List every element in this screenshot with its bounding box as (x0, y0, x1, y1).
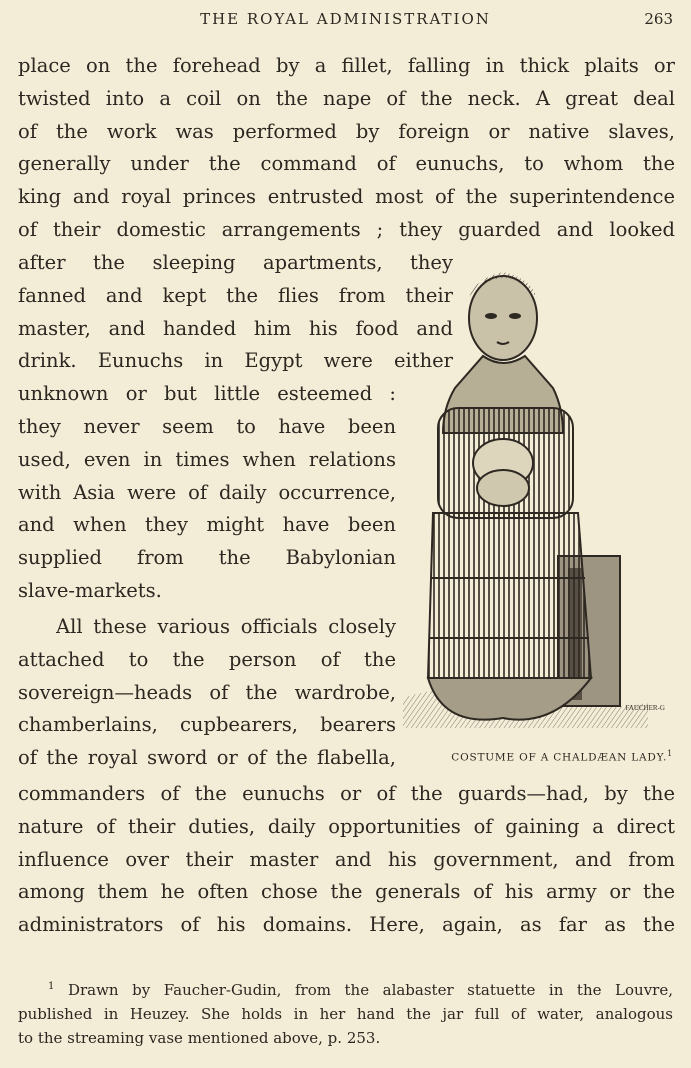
text-line: All these various officials closely (56, 615, 396, 638)
text-line: fanned and kept the flies from their (18, 283, 453, 307)
text-line: and when they might have been (18, 513, 396, 537)
text-line: of their domestic arrangements ; they guarded and looked (18, 217, 675, 241)
text-line: of the royal sword or of the flabella, (18, 746, 396, 770)
text-line: king and royal princes entrusted most of the superintendence (18, 185, 675, 209)
page-header (18, 10, 673, 32)
text-line: administrators of his domains. Here, again, as far as the (18, 913, 675, 937)
body-text-bottom (18, 778, 675, 942)
caption-note-marker: 1 (667, 749, 673, 758)
statuette-illustration (403, 258, 673, 738)
text-line: master, and handed him his food and (18, 316, 453, 340)
text-line: generally under the command of eunuchs, to whom the (18, 152, 675, 176)
text-line: after the sleeping apartments, they (18, 251, 453, 274)
text-line: nature of their duties, daily opportunities of gaining a direct (18, 814, 675, 838)
footnote (18, 975, 673, 1050)
paragraph-officials (18, 611, 396, 775)
footnote-line: to the streaming vase mentioned above, p. 253. (18, 1029, 381, 1047)
body-text-wrapped (18, 247, 453, 608)
text-line: influence over their master and his government, and from (18, 847, 675, 871)
footnote-line (18, 975, 673, 1002)
text-line: drink. Eunuchs in Egypt were either (18, 349, 453, 373)
body-text-top (18, 50, 675, 247)
text-line: of the work was performed by foreign or native slaves, (18, 119, 675, 143)
figure-caption (403, 749, 673, 764)
text-line: with Asia were of daily occurrence, (18, 480, 396, 504)
footnote-line: published in Heuzey. She holds in her hand the jar full of water, analogous (18, 1005, 673, 1023)
text-line: commanders of the eunuchs or of the guards—had, by the (18, 782, 675, 805)
text-line: unknown or but little esteemed : (18, 382, 396, 406)
text-line: slave-markets. (18, 578, 162, 602)
text-line: used, even in times when relations (18, 447, 396, 471)
statuette-drawing (403, 258, 673, 738)
footnote-text: Drawn by Faucher-Gudin, from the alabaster statuette in the Louvre, (67, 981, 673, 999)
caption-text: COSTUME OF A CHALDÆAN LADY. (451, 751, 668, 764)
page-number: 263 (644, 10, 673, 28)
text-line: supplied from the Babylonian (18, 546, 396, 570)
text-line: attached to the person of the (18, 647, 396, 671)
engraver-signature: FAUCHER-G (625, 704, 665, 712)
text-line: chamberlains, cupbearers, bearers (18, 713, 396, 737)
text-line: twisted into a coil on the nape of the neck. A great deal (18, 86, 675, 110)
text-line: they never seem to have been (18, 414, 396, 438)
text-line: place on the forehead by a fillet, falling in thick plaits or (18, 54, 675, 77)
text-line: sovereign—heads of the wardrobe, (18, 680, 396, 704)
text-line: among them he often chose the generals of his army or the (18, 880, 675, 904)
running-title: THE ROYAL ADMINISTRATION (200, 10, 491, 28)
footnote-marker: 1 (48, 981, 55, 992)
